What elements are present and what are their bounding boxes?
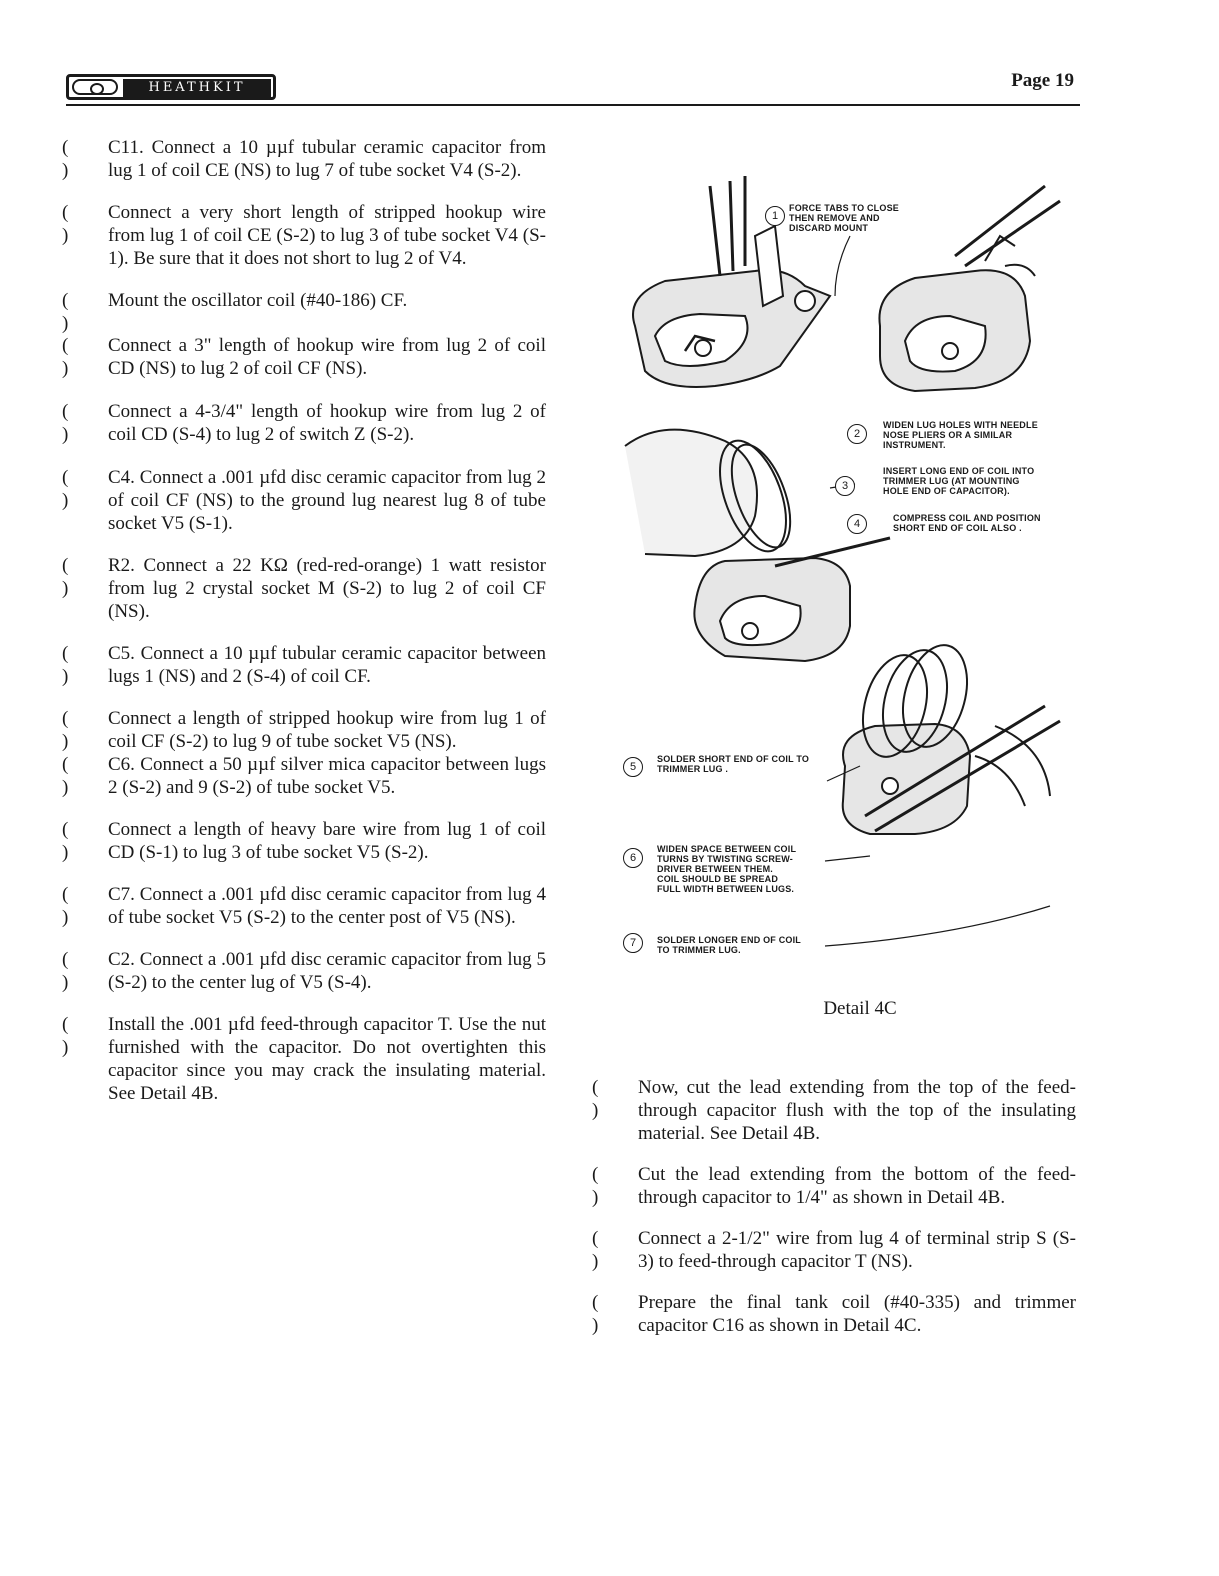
step-text: C11. Connect a 10 µµf tubular ceramic capacitor from lug 1 of coil CE (NS) to lug 7 of tube socket V4 (S-2).: [108, 137, 546, 181]
step-item: [62, 136, 546, 182]
page-number: Page 19: [1011, 70, 1074, 91]
logo-brand-text: HEATHKIT: [123, 79, 271, 97]
step-checkbox[interactable]: ( ): [592, 1164, 610, 1208]
callout-5-text: SOLDER SHORT END OF COIL TO TRIMMER LUG .: [657, 754, 810, 774]
callout-3-icon: 3: [835, 476, 855, 496]
step-checkbox[interactable]: ( ): [62, 1014, 80, 1058]
step-checkbox[interactable]: ( ): [592, 1077, 610, 1121]
step-checkbox[interactable]: ( ): [62, 137, 80, 181]
left-step-column: [62, 136, 546, 1105]
step-text: Connect a 2-1/2" wire from lug 4 of terminal strip S (S-3) to feed-through capacitor T (NS).: [638, 1228, 1076, 1272]
step-item: [62, 466, 546, 535]
step-checkbox[interactable]: ( ): [62, 754, 80, 798]
step-text: C6. Connect a 50 µµf silver mica capacitor between lugs 2 (S-2) and 9 (S-2) of tube socket V5.: [108, 754, 546, 798]
step-item: [62, 554, 546, 623]
step-item: [62, 1013, 546, 1105]
callout-2-text: WIDEN LUG HOLES WITH NEEDLE NOSE PLIERS OR A SIMILAR INSTRUMENT.: [883, 420, 1038, 450]
step-text: Connect a length of heavy bare wire from lug 1 of coil CD (S-1) to lug 3 of tube socket V5 (S-2).: [108, 819, 546, 863]
step-text: Mount the oscillator coil (#40-186) CF.: [108, 290, 408, 311]
step-checkbox[interactable]: ( ): [62, 708, 80, 752]
step-item: [62, 400, 546, 446]
step-checkbox[interactable]: ( ): [62, 884, 80, 928]
step-checkbox[interactable]: ( ): [62, 555, 80, 599]
page-header: [66, 70, 1080, 106]
step-item: [62, 201, 546, 270]
step-item: [592, 1163, 1076, 1209]
callout-7-icon: 7: [623, 933, 643, 953]
step-checkbox[interactable]: ( ): [62, 467, 80, 511]
callout-5-icon: 5: [623, 757, 643, 777]
step-item: [62, 289, 546, 334]
step-checkbox[interactable]: ( ): [62, 819, 80, 863]
step-text: R2. Connect a 22 KΩ (red-red-orange) 1 watt resistor from lug 2 crystal socket M (S-2) to lug 2 of coil CF (NS).: [108, 555, 546, 622]
figure-caption: Detail 4C: [823, 998, 897, 1019]
step-text: C4. Connect a .001 µfd disc ceramic capacitor from lug 2 of coil CF (NS) to the ground lug nearest lug 8 of tube socket V5 (S-1).: [108, 467, 546, 534]
step-checkbox[interactable]: ( ): [62, 335, 80, 379]
step-item: [62, 642, 546, 688]
step-checkbox[interactable]: ( ): [62, 202, 80, 246]
callout-6-text: WIDEN SPACE BETWEEN COIL TURNS BY TWISTING SCREW- DRIVER BETWEEN THEM. COIL SHOULD BE SPREAD FULL WIDTH BETWEEN LUGS.: [657, 844, 797, 894]
step-checkbox[interactable]: ( ): [62, 643, 80, 687]
step-text: Cut the lead extending from the bottom of the feed-through capacitor to 1/4" as shown in Detail 4B.: [638, 1164, 1076, 1208]
step-checkbox[interactable]: ( ): [62, 949, 80, 993]
step-text: Prepare the final tank coil (#40-335) and trimmer capacitor C16 as shown in Detail 4C.: [638, 1292, 1076, 1336]
step-item: [592, 1291, 1076, 1337]
pliers-drawing: [879, 186, 1060, 391]
step-text: Connect a length of stripped hookup wire from lug 1 of coil CF (S-2) to lug 9 of tube socket V5 (NS).: [108, 708, 546, 752]
callout-3-text: INSERT LONG END OF COIL INTO TRIMMER LUG (AT MOUNTING HOLE END OF CAPACITOR).: [883, 466, 1035, 496]
step-text: C5. Connect a 10 µµf tubular ceramic capacitor between lugs 1 (NS) and 2 (S-4) of coil CF.: [108, 643, 546, 687]
hand-coil-drawing: [625, 430, 890, 661]
callout-4-icon: 4: [847, 514, 867, 534]
right-step-column: [592, 1076, 1076, 1337]
step-item: [62, 883, 546, 929]
step-checkbox[interactable]: ( ): [62, 290, 80, 334]
callout-1-icon: 1: [765, 206, 785, 226]
callout-2-icon: 2: [847, 424, 867, 444]
step-item: [62, 753, 546, 799]
step-text: Now, cut the lead extending from the top of the feed-through capacitor flush with the top of the insulating material. See Detail 4B.: [638, 1077, 1076, 1144]
step-item: [592, 1227, 1076, 1273]
callout-6-icon: 6: [623, 848, 643, 868]
step-item: [62, 948, 546, 994]
step-checkbox[interactable]: ( ): [62, 401, 80, 445]
callout-4-text: COMPRESS COIL AND POSITION SHORT END OF COIL ALSO .: [893, 513, 1041, 533]
callout-1-text: FORCE TABS TO CLOSE THEN REMOVE AND DISCARD MOUNT: [789, 203, 899, 233]
step-item: [62, 818, 546, 864]
step-text: C7. Connect a .001 µfd disc ceramic capacitor from lug 4 of tube socket V5 (S-2) to the center post of V5 (NS).: [108, 884, 546, 928]
step-text: C2. Connect a .001 µfd disc ceramic capacitor from lug 5 (S-2) to the center lug of V5 (S-4).: [108, 949, 546, 993]
step-item: [62, 707, 546, 753]
step-text: Connect a 4-3/4" length of hookup wire from lug 2 of coil CD (S-4) to lug 2 of switch Z (S-2).: [108, 401, 546, 445]
callout-7-text: SOLDER LONGER END OF COIL TO TRIMMER LUG.: [657, 935, 802, 955]
screwdriver-coil-drawing: [843, 638, 1060, 834]
step-checkbox[interactable]: ( ): [592, 1292, 610, 1336]
step-text: Install the .001 µfd feed-through capacitor T. Use the nut furnished with the capacitor. Do not overtighten this capacitor since you may crack the insulating material. See Detail 4B.: [108, 1014, 546, 1104]
step-item: [62, 334, 546, 380]
heathkit-logo: [66, 74, 276, 100]
detail-4c-figure: [605, 166, 1075, 966]
step-text: Connect a very short length of stripped hookup wire from lug 1 of coil CE (S-2) to lug 3 of tube socket V4 (S-1). Be sure that it does not short to lug 2 of V4.: [108, 202, 546, 269]
atom-emblem-icon: [72, 79, 118, 95]
step-checkbox[interactable]: ( ): [592, 1228, 610, 1272]
step-item: [592, 1076, 1076, 1145]
step-text: Connect a 3" length of hookup wire from lug 2 of coil CD (NS) to lug 2 of coil CF (NS).: [108, 335, 546, 379]
